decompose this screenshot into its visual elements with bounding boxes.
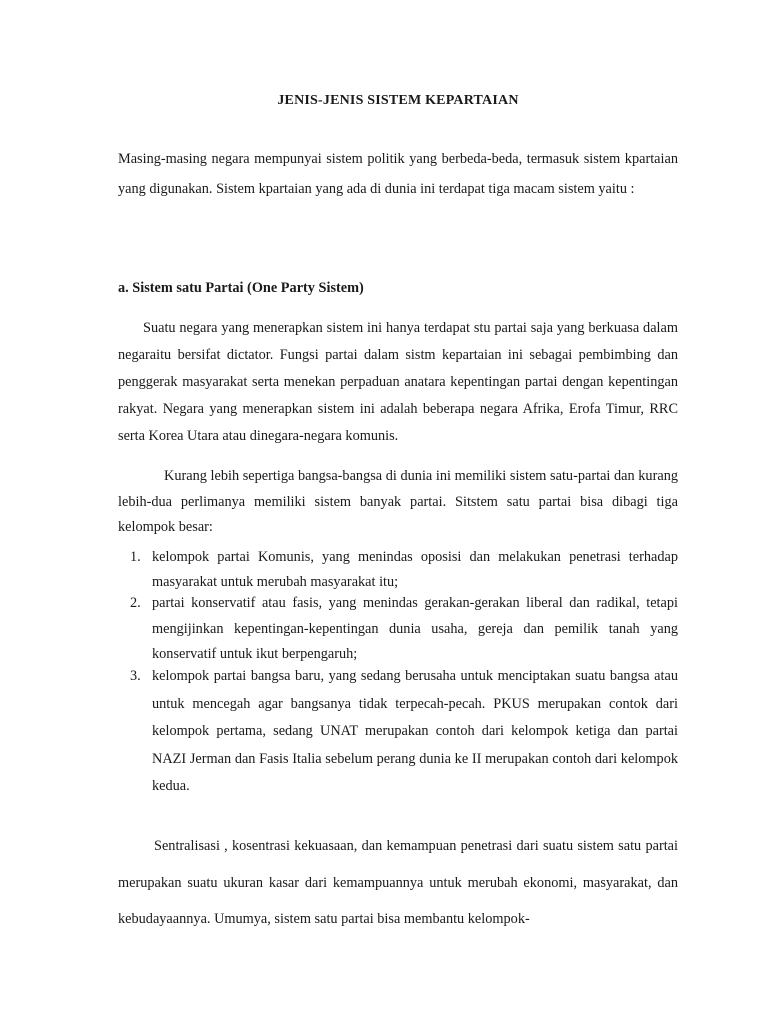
list-item — [118, 545, 678, 595]
list-item-text: kelompok partai bangsa baru, yang sedang berusaha untuk menciptakan suatu bangsa atau untuk mencegah agar bangsanya tidak terpecah-pecah. PKUS merupakan contok dari kelompok pertama, sedang UNAT merupakan contoh dari kelompok ketiga dan partai NAZI Jerman dan Fasis Italia sebelum perang dunia ke II merupakan contoh dari kelompok kedua. — [152, 668, 678, 795]
section-a-paragraph-1: Suatu negara yang menerapkan sistem ini hanya terdapat stu partai saja yang berkuasa dalam negaraitu bersifat dictator. Fungsi partai dalam sistm kepartaian ini sebagai pembimbing dan penggerak masyarakat serta menekan perpaduan anatara kepentingan partai dengan kepentingan rakyat. Negara yang menerapkan sistem ini adalah beberapa negara Afrika, Erofa Timur, RRC serta Korea Utara atau dinegara-negara komunis. — [118, 320, 678, 444]
list-item-number: 2. — [130, 595, 141, 612]
document-title: JENIS-JENIS SISTEM KEPARTAIAN — [277, 93, 519, 108]
list-item — [118, 663, 678, 801]
list-item-text: kelompok partai Komunis, yang menindas oposisi dan melakukan penetrasi terhadap masyarakat untuk merubah masyarakat itu; — [152, 549, 678, 591]
section-a-paragraph-3: Sentralisasi , kosentrasi kekuasaan, dan kemampuan penetrasi dari suatu sistem satu partai merupakan suatu ukuran kasar dari kemampuannya untuk merubah ekonomi, masyarakat, dan kebudayaannya. Umumya, sistem satu partai bisa membantu kelompok- — [118, 838, 678, 927]
list-item-text: partai konservatif atau fasis, yang menindas gerakan-gerakan liberal dan radikal, tetapi mengijinkan kepentingan-kepentingan dunia usaha, gereja dan pemilik tanah yang konservatif untuk ikut berpengaruh; — [152, 595, 678, 662]
party-group-list — [118, 545, 678, 801]
list-item-number: 3. — [130, 668, 141, 685]
intro-paragraph: Masing-masing negara mempunyai sistem politik yang berbeda-beda, termasuk sistem kpartaian yang digunakan. Sistem kpartaian yang ada di dunia ini terdapat tiga macam sistem yaitu : — [118, 151, 678, 197]
section-a-heading: a. Sistem satu Partai (One Party Sistem) — [118, 280, 364, 296]
list-item-number: 1. — [130, 549, 141, 565]
section-a-paragraph-2: Kurang lebih sepertiga bangsa-bangsa di dunia ini memiliki sistem satu-partai dan kurang lebih-dua perlimanya memiliki sistem banyak partai. Sitstem satu partai bisa dibagi tiga kelompok besar: — [118, 468, 678, 535]
list-item — [118, 591, 678, 667]
